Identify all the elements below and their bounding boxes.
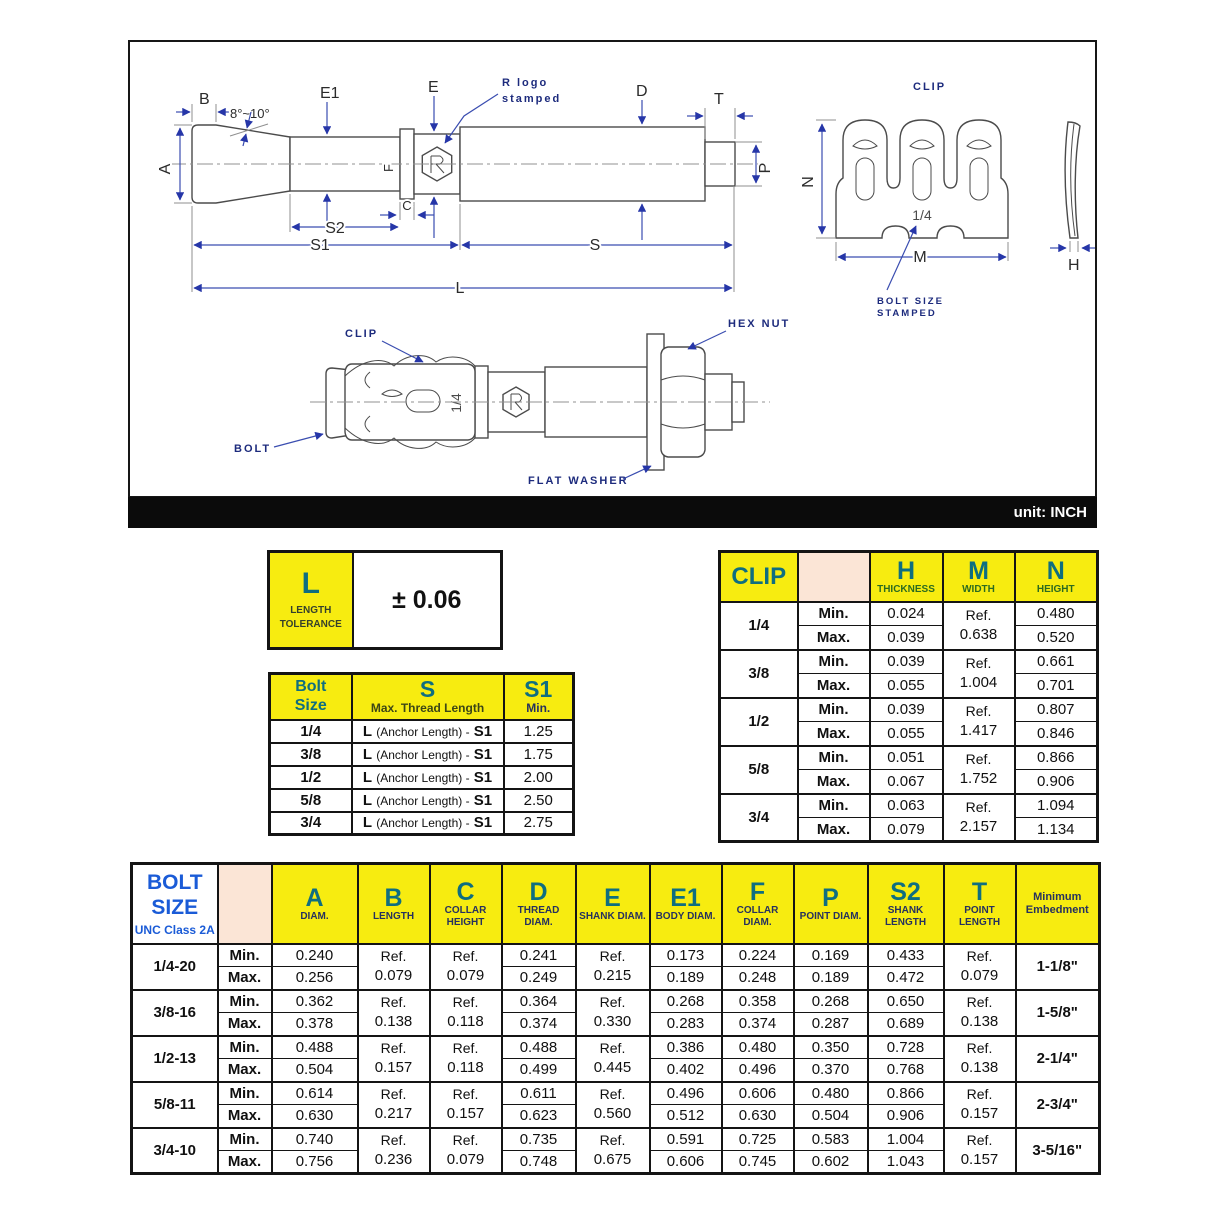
ref-cell: Ref. 0.079 (358, 944, 430, 990)
min-label-cell: Min. (218, 1128, 272, 1151)
size-cell: 5/8 (720, 746, 798, 794)
value-cell: 0.488 (502, 1036, 576, 1059)
value-cell: 0.189 (794, 967, 868, 990)
value-cell: 0.496 (650, 1082, 722, 1105)
value-cell: 0.740 (272, 1128, 358, 1151)
clip-view-title: CLIP (913, 81, 947, 93)
value-cell: 0.378 (272, 1013, 358, 1036)
ref-cell: Ref. 0.157 (944, 1128, 1016, 1174)
table-row (720, 794, 1098, 818)
ref-cell: Ref. 0.215 (576, 944, 650, 990)
d-header: D THREAD DIAM. (502, 864, 576, 944)
value-cell: 0.728 (868, 1036, 944, 1059)
value-cell: 0.051 (870, 746, 943, 770)
value-cell: 1.094 (1015, 794, 1098, 818)
minmax-header-cell (218, 864, 272, 944)
s-header: S Max. Thread Length (352, 674, 504, 720)
value-cell: 0.630 (722, 1105, 794, 1128)
value-cell: 0.520 (1015, 626, 1098, 650)
dim-label-c: C (402, 198, 412, 213)
value-cell: 1.75 (504, 743, 574, 766)
e1-header: E1 BODY DIAM. (650, 864, 722, 944)
value-cell: 0.623 (502, 1105, 576, 1128)
dim-label-l: L (455, 280, 465, 297)
value-cell: 0.067 (870, 770, 943, 794)
callout-bolt: BOLT (234, 443, 272, 455)
value-cell: 0.364 (502, 990, 576, 1013)
value-cell: 0.386 (650, 1036, 722, 1059)
dim-label-s2: S2 (325, 220, 345, 237)
max-label-cell: Max. (218, 1105, 272, 1128)
min-label-cell: Min. (798, 698, 870, 722)
dim-label-p: P (757, 162, 774, 174)
value-cell: 0.039 (870, 650, 943, 674)
ref-cell: Ref. 0.157 (944, 1082, 1016, 1128)
size-cell: 3/8 (720, 650, 798, 698)
table-row (132, 1128, 1100, 1151)
value-cell: 0.499 (502, 1059, 576, 1082)
table-row (270, 743, 574, 766)
table-row (132, 1082, 1100, 1105)
r-logo-note-line2: stamped (502, 93, 562, 105)
size-cell: 1/2-13 (132, 1036, 218, 1082)
ref-cell: Ref. 0.079 (430, 944, 502, 990)
value-cell: 0.488 (272, 1036, 358, 1059)
ref-cell: Ref. 0.138 (944, 990, 1016, 1036)
dim-label-s: S (589, 237, 601, 254)
value-cell: 1.25 (504, 720, 574, 743)
value-cell: 0.768 (868, 1059, 944, 1082)
value-cell: 0.480 (722, 1036, 794, 1059)
min-label-cell: Min. (218, 1036, 272, 1059)
size-cell: 1/4 (720, 602, 798, 650)
value-cell: 0.370 (794, 1059, 868, 1082)
formula-cell: L (Anchor Length) - S1 (352, 720, 504, 743)
value-cell: 0.866 (868, 1082, 944, 1105)
dim-label-a: A (157, 163, 174, 175)
ref-cell: Ref. 0.079 (944, 944, 1016, 990)
table-row (720, 602, 1098, 626)
angle-note: 8°~10° (230, 106, 270, 121)
value-cell: 0.602 (794, 1151, 868, 1174)
formula-cell: L (Anchor Length) - S1 (352, 789, 504, 812)
max-label-cell: Max. (798, 770, 870, 794)
embedment-cell: 3-5/16" (1016, 1128, 1100, 1174)
value-cell: 0.614 (272, 1082, 358, 1105)
dim-label-e1: E1 (320, 85, 340, 102)
max-label-cell: Max. (218, 967, 272, 990)
embedment-header: Minimum Embedment (1016, 864, 1100, 944)
bolt-side-view (157, 77, 774, 297)
h-header: H THICKNESS (870, 552, 943, 602)
max-label-cell: Max. (218, 1013, 272, 1036)
value-cell: 0.402 (650, 1059, 722, 1082)
callout-flat-washer: FLAT WASHER (528, 475, 629, 487)
clip-stamp: 1/4 (912, 207, 932, 223)
tolerance-symbol: L (301, 567, 320, 600)
size-cell: 1/4-20 (132, 944, 218, 990)
s2-header: S2 SHANK LENGTH (868, 864, 944, 944)
table-row (270, 720, 574, 743)
value-cell: 0.846 (1015, 722, 1098, 746)
a-header: A DIAM. (272, 864, 358, 944)
tolerance-label: LENGTH TOLERANCE (279, 605, 342, 630)
value-cell: 0.807 (1015, 698, 1098, 722)
bolt-size-header: Bolt Size (270, 674, 352, 720)
dim-label-t: T (714, 91, 724, 108)
ref-cell: Ref. 0.138 (944, 1036, 1016, 1082)
table-row (132, 944, 1100, 967)
ref-cell: Ref. 0.079 (430, 1128, 502, 1174)
max-label-cell: Max. (798, 722, 870, 746)
table-row (132, 990, 1100, 1013)
value-cell: 0.906 (1015, 770, 1098, 794)
assembled-view (234, 318, 790, 487)
table-header-row (132, 864, 1100, 944)
value-cell: 0.173 (650, 944, 722, 967)
value-cell: 0.374 (502, 1013, 576, 1036)
value-cell: 0.866 (1015, 746, 1098, 770)
value-cell: 2.00 (504, 766, 574, 789)
value-cell: 0.701 (1015, 674, 1098, 698)
value-cell: 2.50 (504, 789, 574, 812)
dim-label-d: D (636, 83, 648, 100)
embedment-cell: 1-1/8" (1016, 944, 1100, 990)
value-cell: 0.906 (868, 1105, 944, 1128)
size-cell: 1/2 (720, 698, 798, 746)
length-tolerance-table (267, 550, 503, 650)
thread-length-table (268, 672, 575, 836)
ref-cell: Ref. 0.638 (943, 602, 1015, 650)
anchor-bolt-drawing (130, 42, 1095, 496)
callout-hex-nut: HEX NUT (728, 318, 791, 330)
ref-cell: Ref. 0.138 (358, 990, 430, 1036)
value-cell: 0.248 (722, 967, 794, 990)
tolerance-symbol-cell (269, 552, 353, 649)
e-header: E SHANK DIAM. (576, 864, 650, 944)
value-cell: 0.606 (650, 1151, 722, 1174)
table-header-row (270, 674, 574, 720)
dim-label-n: N (800, 176, 817, 188)
table-row (720, 650, 1098, 674)
value-cell: 0.079 (870, 818, 943, 842)
assembly-clip-stamp: 1/4 (448, 393, 464, 413)
value-cell: 0.039 (870, 698, 943, 722)
value-cell: 0.480 (1015, 602, 1098, 626)
value-cell: 0.362 (272, 990, 358, 1013)
ref-cell: Ref. 0.560 (576, 1082, 650, 1128)
r-logo-note-line1: R logo (502, 77, 549, 89)
value-cell: 0.630 (272, 1105, 358, 1128)
size-cell: 5/8-11 (132, 1082, 218, 1128)
clip-view (800, 81, 1095, 319)
bolt-size-stamped-note-line1: BOLT SIZE (877, 296, 944, 307)
max-label-cell: Max. (798, 818, 870, 842)
value-cell: 0.256 (272, 967, 358, 990)
value-cell: 0.611 (502, 1082, 576, 1105)
min-label-cell: Min. (798, 746, 870, 770)
value-cell: 0.606 (722, 1082, 794, 1105)
max-label-cell: Max. (798, 674, 870, 698)
table-header-row (720, 552, 1098, 602)
c-header: C COLLAR HEIGHT (430, 864, 502, 944)
value-cell: 0.287 (794, 1013, 868, 1036)
value-cell: 0.055 (870, 722, 943, 746)
value-cell: 0.283 (650, 1013, 722, 1036)
size-cell: 5/8 (270, 789, 352, 812)
dim-label-s1: S1 (310, 237, 330, 254)
size-cell: 3/4 (270, 812, 352, 835)
minmax-header-cell (798, 552, 870, 602)
min-label-cell: Min. (218, 1082, 272, 1105)
embedment-cell: 1-5/8" (1016, 990, 1100, 1036)
table-row (720, 698, 1098, 722)
clip-title-cell: CLIP (720, 552, 798, 602)
value-cell: 0.374 (722, 1013, 794, 1036)
size-cell: 1/4 (270, 720, 352, 743)
ref-cell: Ref. 0.118 (430, 1036, 502, 1082)
max-label-cell: Max. (218, 1151, 272, 1174)
size-cell: 3/4-10 (132, 1128, 218, 1174)
m-header: M WIDTH (943, 552, 1015, 602)
ref-cell: Ref. 0.157 (430, 1082, 502, 1128)
ref-cell: Ref. 0.157 (358, 1036, 430, 1082)
bolt-size-title-cell: BOLT SIZE UNC Class 2A (132, 864, 218, 944)
value-cell: 0.591 (650, 1128, 722, 1151)
ref-cell: Ref. 1.752 (943, 746, 1015, 794)
dim-label-e: E (428, 79, 439, 96)
tolerance-value: ± 0.06 (392, 585, 462, 614)
value-cell: 1.134 (1015, 818, 1098, 842)
value-cell: 0.063 (870, 794, 943, 818)
value-cell: 0.583 (794, 1128, 868, 1151)
max-label-cell: Max. (798, 626, 870, 650)
value-cell: 0.268 (650, 990, 722, 1013)
ref-cell: Ref. 1.417 (943, 698, 1015, 746)
value-cell: 0.024 (870, 602, 943, 626)
bolt-dimensions-table (130, 862, 1101, 1175)
value-cell: 0.504 (272, 1059, 358, 1082)
embedment-cell: 2-3/4" (1016, 1082, 1100, 1128)
value-cell: 0.735 (502, 1128, 576, 1151)
value-cell: 0.241 (502, 944, 576, 967)
value-cell: 1.004 (868, 1128, 944, 1151)
value-cell: 0.433 (868, 944, 944, 967)
drawing-box (128, 40, 1097, 498)
value-cell: 0.689 (868, 1013, 944, 1036)
min-label-cell: Min. (798, 602, 870, 626)
ref-cell: Ref. 0.330 (576, 990, 650, 1036)
t-header: T POINT LENGTH (944, 864, 1016, 944)
value-cell: 0.249 (502, 967, 576, 990)
value-cell: 0.358 (722, 990, 794, 1013)
table-row (270, 812, 574, 835)
formula-cell: L (Anchor Length) - S1 (352, 812, 504, 835)
formula-cell: L (Anchor Length) - S1 (352, 743, 504, 766)
table-row (132, 1036, 1100, 1059)
min-label-cell: Min. (218, 990, 272, 1013)
min-label-cell: Min. (798, 650, 870, 674)
dim-label-f: F (381, 164, 396, 172)
ref-cell: Ref. 0.217 (358, 1082, 430, 1128)
unit-bar (128, 497, 1097, 528)
table-row (270, 766, 574, 789)
table-row (720, 746, 1098, 770)
s1-header: S1 Min. (504, 674, 574, 720)
value-cell: 1.043 (868, 1151, 944, 1174)
value-cell: 0.055 (870, 674, 943, 698)
value-cell: 0.756 (272, 1151, 358, 1174)
n-header: N HEIGHT (1015, 552, 1098, 602)
unit-label: unit: INCH (1013, 504, 1087, 521)
value-cell: 0.661 (1015, 650, 1098, 674)
size-cell: 3/4 (720, 794, 798, 842)
ref-cell: Ref. 1.004 (943, 650, 1015, 698)
embedment-cell: 2-1/4" (1016, 1036, 1100, 1082)
dim-label-m: M (913, 249, 927, 266)
value-cell: 0.350 (794, 1036, 868, 1059)
table-row (270, 789, 574, 812)
value-cell: 0.472 (868, 967, 944, 990)
value-cell: 0.504 (794, 1105, 868, 1128)
size-cell: 3/8-16 (132, 990, 218, 1036)
ref-cell: Ref. 0.445 (576, 1036, 650, 1082)
p-header: P POINT DIAM. (794, 864, 868, 944)
value-cell: 0.268 (794, 990, 868, 1013)
b-header: B LENGTH (358, 864, 430, 944)
value-cell: 0.496 (722, 1059, 794, 1082)
clip-table (718, 550, 1099, 843)
value-cell: 0.650 (868, 990, 944, 1013)
ref-cell: Ref. 0.118 (430, 990, 502, 1036)
value-cell: 0.745 (722, 1151, 794, 1174)
ref-cell: Ref. 2.157 (943, 794, 1015, 842)
tolerance-value-cell (353, 552, 502, 649)
value-cell: 0.224 (722, 944, 794, 967)
callout-clip: CLIP (345, 328, 379, 340)
value-cell: 0.480 (794, 1082, 868, 1105)
min-label-cell: Min. (218, 944, 272, 967)
dim-label-h: H (1068, 257, 1080, 274)
value-cell: 0.725 (722, 1128, 794, 1151)
value-cell: 2.75 (504, 812, 574, 835)
ref-cell: Ref. 0.236 (358, 1128, 430, 1174)
bolt-size-stamped-note-line2: STAMPED (877, 308, 937, 319)
value-cell: 0.169 (794, 944, 868, 967)
value-cell: 0.240 (272, 944, 358, 967)
formula-cell: L (Anchor Length) - S1 (352, 766, 504, 789)
value-cell: 0.189 (650, 967, 722, 990)
value-cell: 0.748 (502, 1151, 576, 1174)
size-cell: 3/8 (270, 743, 352, 766)
ref-cell: Ref. 0.675 (576, 1128, 650, 1174)
size-cell: 1/2 (270, 766, 352, 789)
value-cell: 0.512 (650, 1105, 722, 1128)
f-header: F COLLAR DIAM. (722, 864, 794, 944)
max-label-cell: Max. (218, 1059, 272, 1082)
min-label-cell: Min. (798, 794, 870, 818)
value-cell: 0.039 (870, 626, 943, 650)
dim-label-b: B (199, 91, 210, 108)
